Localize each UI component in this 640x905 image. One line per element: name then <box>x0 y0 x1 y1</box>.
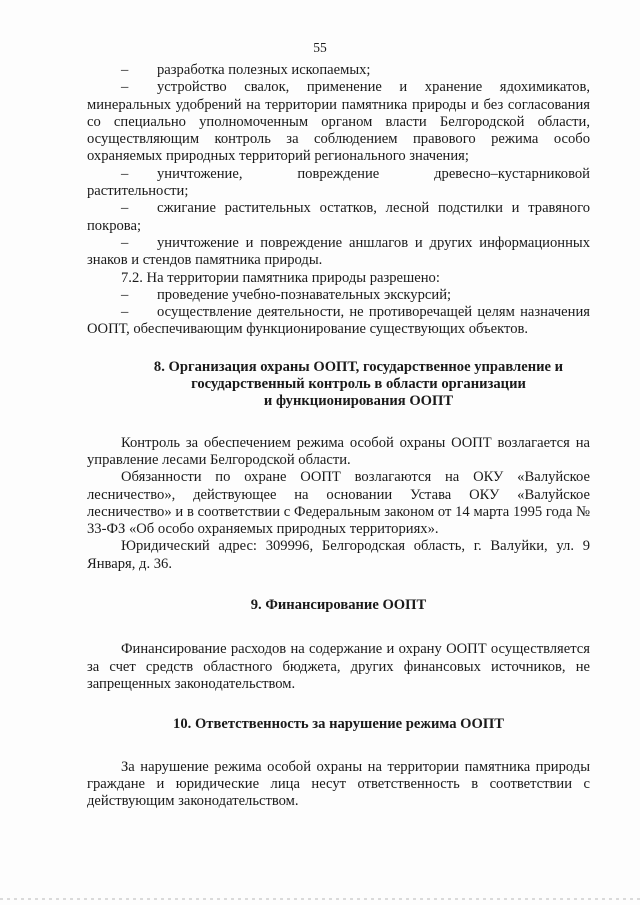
list-dash: – <box>121 165 129 182</box>
list-dash: – <box>121 286 129 303</box>
section-8-heading-line-3: и функционирования ООПТ <box>263 393 454 410</box>
section-10-paragraph-1: За нарушение режима особой охраны на территории памятника природы граждане и юридические лица несут ответственность в соответствии с действующим законодательством. <box>87 758 590 810</box>
section-8-heading-line-2: государственный контроль в области организации <box>191 376 526 393</box>
list-item-text: осуществление деятельности, не противоречащей целям назначения ООПТ, обеспечивающим функционирование существующих объектов. <box>87 304 590 338</box>
section-8-heading <box>87 359 590 411</box>
list-item <box>87 287 590 304</box>
section-8-heading-line-1: 8. Организация охраны ООПТ, государственное управление и <box>153 358 564 375</box>
list-item <box>87 235 590 270</box>
list-item-text: разработка полезных ископаемых; <box>157 62 371 78</box>
list-item <box>87 62 590 79</box>
list-dash: – <box>121 79 129 96</box>
list-item <box>87 200 590 235</box>
prohibited-list <box>87 62 590 270</box>
list-item <box>87 304 590 339</box>
list-item-text: уничтожение, повреждение древесно–кустарниковой растительности; <box>87 165 590 200</box>
section-8-paragraph-2: Обязанности по охране ООПТ возлагаются на ОКУ «Валуйское лесничество», действующее на основании Устава ОКУ «Валуйское лесничество» и в соответствии с Федеральным законом от 14 марта 1995 года № 33-ФЗ «Об особо охраняемых природных территориях». <box>87 469 590 538</box>
list-dash: – <box>121 234 129 251</box>
list-item-text: уничтожение и повреждение аншлагов и других информационных знаков и стендов памятника природы. <box>87 234 590 269</box>
list-item <box>87 166 590 201</box>
section-9-heading: 9. Финансирование ООПТ <box>250 597 427 614</box>
section-10-heading: 10. Ответственность за нарушение режима ООПТ <box>173 716 504 733</box>
page-number: 55 <box>313 40 327 55</box>
page-content <box>87 62 590 810</box>
list-item-text: проведение учебно-познавательных экскурсий; <box>157 286 452 303</box>
section-9-paragraph-1: Финансирование расходов на содержание и охрану ООПТ осуществляется за счет средств областного бюджета, других финансовых источников, не запрещенных законодательством. <box>87 641 590 692</box>
list-item <box>87 79 590 165</box>
list-dash: – <box>121 200 129 217</box>
scan-artifact-line <box>0 898 640 900</box>
list-dash: – <box>121 62 129 78</box>
list-item-text: устройство свалок, применение и хранение ядохимикатов, минеральных удобрений на территории памятника природы и без согласования со специально уполномоченным органом власти Белгородской области, осуществляющим контроль за соблюдением правового режима особо охраняемых природных территорий регионального значения; <box>87 79 590 165</box>
section-8-paragraph-1: Контроль за обеспечением режима особой охраны ООПТ возлагается на управление лесами Белгородской области. <box>87 434 590 468</box>
list-item-text: сжигание растительных остатков, лесной подстилки и травяного покрова; <box>87 200 590 234</box>
list-dash: – <box>121 304 129 321</box>
section-8-paragraph-3: Юридический адрес: 309996, Белгородская область, г. Валуйки, ул. 9 Января, д. 36. <box>87 538 590 572</box>
allowed-list <box>87 287 590 339</box>
section-7-2-text: 7.2. На территории памятника природы разрешено: <box>121 269 440 286</box>
